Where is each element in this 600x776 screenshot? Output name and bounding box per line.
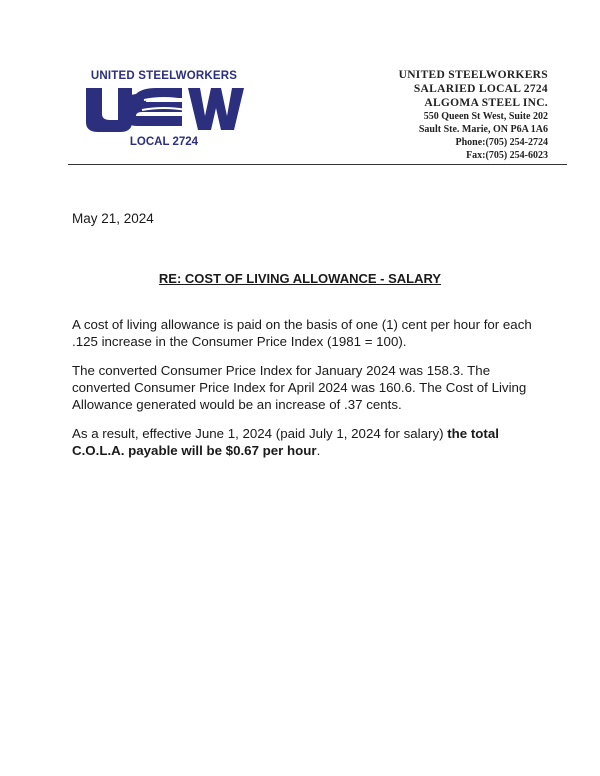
street-address: 550 Queen St West, Suite 202 [423, 111, 548, 122]
paragraph-cola-basis: A cost of living allowance is paid on the basis of one (1) cent per hour for each .125 increase in the Consumer Price Index (1981 = 100). [72, 317, 532, 349]
result-amount: the total C.O.L.A. payable will be $0.67 per hour [72, 426, 499, 458]
logo-top-text: UNITED STEELWORKERS [90, 70, 238, 82]
paragraph-cpi-values: The converted Consumer Price Index for January 2024 was 158.3. The converted Consumer Price Index for April 2024 was 160.6. The Cost of Living Allowance generated would be an increase of .37 cents. [72, 363, 527, 412]
header-divider [68, 164, 567, 165]
result-text: As a result, effective June 1, 2024 (paid July 1, 2024 for salary) [72, 426, 448, 441]
org-line: UNITED STEELWORKERS [398, 69, 548, 81]
city-postal: Sault Ste. Marie, ON P6A 1A6 [418, 124, 548, 135]
usw-logo [84, 70, 244, 152]
letter-date: May 21, 2024 [72, 211, 154, 226]
letter-subject: RE: COST OF LIVING ALLOWANCE - SALARY [158, 271, 442, 286]
phone-number: Phone:(705) 254-2724 [455, 137, 548, 148]
usw-logo-mark [84, 86, 244, 132]
address-block [399, 68, 548, 162]
org-line: SALARIED LOCAL 2724 [413, 83, 548, 95]
paragraph-cola-result [72, 425, 542, 459]
fax-number: Fax:(705) 254-6023 [466, 150, 548, 161]
result-suffix: . [316, 443, 321, 458]
logo-bottom-text: LOCAL 2724 [129, 136, 199, 148]
org-line: ALGOMA STEEL INC. [424, 97, 548, 109]
